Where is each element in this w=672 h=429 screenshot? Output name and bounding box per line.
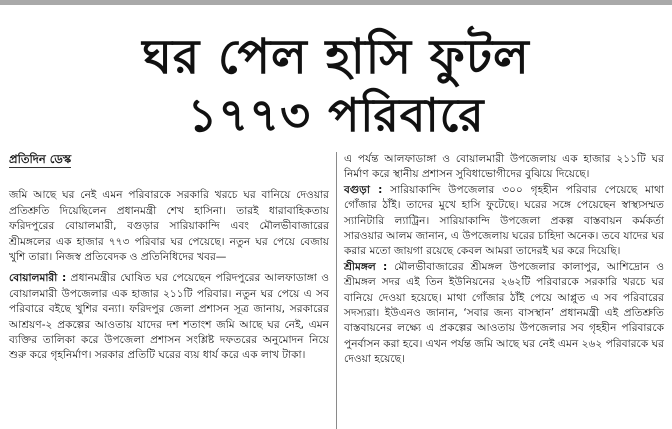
bogura-section [344, 183, 664, 260]
headline-line-1: ঘর পেল হাসি ফুটল [142, 29, 530, 85]
sreemangal-label: শ্রীমঙ্গল : [344, 260, 388, 273]
headline-line-2: ১৭৭৩ পরিবারে [187, 88, 485, 142]
column-divider [336, 152, 337, 429]
article-column-right [344, 152, 664, 368]
continued-paragraph: এ পর্যন্ত আলফাডাঙ্গা ও বোয়ালমারী উপজেলায় এক হাজার ২১১টি ঘর নির্মাণ করে স্থানীয় প্রশাসন সুবিধাভোগীদের বুঝিয়ে দিয়েছে। [344, 153, 664, 181]
boalmari-label: বোয়ালমারী : [9, 272, 67, 285]
boalmari-section [9, 271, 329, 363]
top-border-strip [0, 0, 672, 5]
boalmari-text: প্রধানমন্ত্রীর ঘোষিত ঘর পেয়েছেন পরিদপুরের আলফাডাঙ্গা ও বোয়ালমারী উপজেলার এক হাজার ২১১টি পরিবার। নতুন ঘর পেয়ে এ সব পরিবারে বইছে খুশির বন্যা। ফরিদপুর জেলা প্রশাসন সূত্র জানায়, সরকারের আশ্রয়ণ-২ প্রকল্পের আওতায় যাদের দশ শতাংশ জমি আছে ঘর নেই, এমন ব্যক্তির তালিকা করে উপজেলা প্রশাসন সংশ্লিষ্ট দফতরের অনুমোদন নিয়ে শুরু করে গৃহনির্মাণ। সরকার প্রতিটি ঘরের ব্যয় ধার্য করে এক লাখ টাকা। [9, 272, 330, 362]
sreemangal-text: মৌলভীবাজারের শ্রীমঙ্গল উপজেলার কালাপুর, আশিদ্রোন ও শ্রীমঙ্গল সদর এই তিন ইউনিয়নের ২৬২টি পরিবারকে সরকারি খরচে ঘর বানিয়ে দেওয়া হয়েছে। মাথা গোঁজার ঠাঁই পেয়ে আপ্লুত এ সব পরিবারের সদস্যরা। ইউএনও জানান, ‘সবার জন্য বাসস্থান’ প্রধানমন্ত্রী এই প্রতিশ্রুতি বাস্তবায়নের লক্ষ্যে এ প্রকল্পের আওতায় উপজেলার সব গৃহহীন পরিবারকে পুনর্বাসন করা হবে। এখন পর্যন্ত জমি আছে ঘর নেই এমন ২৬২ পরিবারকে ঘর দেওয়া হয়েছে। [344, 260, 665, 366]
bogura-text: সারিয়াকান্দি উপজেলার ৩০০ গৃহহীন পরিবার পেয়েছে মাথা গোঁজার ঠাঁই। তাদের মুখে হাসি ফুটেছে। ঘরের সঙ্গে পেয়েছেন স্বাস্থ্যসম্মত স্যানিটারি ল্যাট্রিন। সারিয়াকান্দি উপজেলা প্রকল্প বাস্তবায়ন কর্মকর্তা সারওয়ার আলম জানান, এ উপজেলায় ঘরের চাহিদা অনেক। তবে যাদের ঘর করার মতো জায়গা রয়েছে কেবল আমরা তাদেরই ঘর করে দিয়েছি। [344, 183, 665, 258]
sreemangal-section [344, 260, 664, 368]
dateline: প্রতিদিন ডেস্ক [9, 152, 71, 168]
article-column-left [9, 152, 329, 364]
bogura-label: বগুড়া : [344, 183, 383, 196]
intro-paragraph: জমি আছে ঘর নেই এমন পরিবারকে সরকারি খরচে ঘর বানিয়ে দেওয়ার প্রতিশ্রুতি দিয়েছিলেন প্রধানমন্ত্রী শেখ হাসিনা। তারই ধারাবাহিকতায় ফরিদপুরের বোয়ালমারী, বগুড়ার সারিয়াকান্দি এবং মৌলভীবাজারের শ্রীমঙ্গলের এক হাজার ৭৭৩ পরিবার ঘর পেয়েছে। নতুন ঘর পেয়ে বেজায় খুশি তারা। নিজস্ব প্রতিবেদক ও প্রতিনিধিদের খবর— [9, 189, 329, 264]
